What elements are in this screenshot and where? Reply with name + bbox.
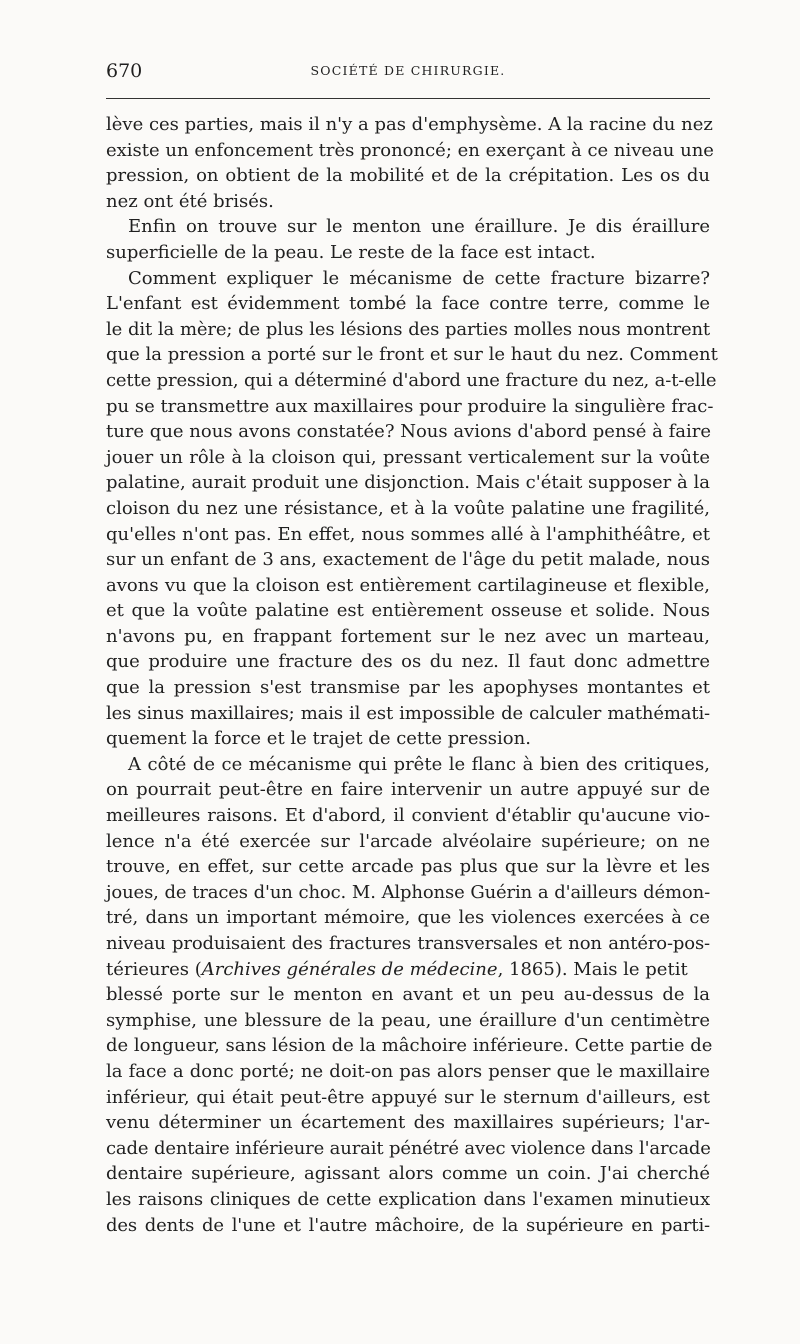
text-line: de longueur, sans lésion de la mâchoire inférieure. Cette partie de <box>106 1035 713 1057</box>
text-line: les sinus maxillaires; mais il est impossible de calculer mathémati- <box>106 702 710 724</box>
text-line: nez ont été brisés. <box>106 190 274 212</box>
text-line: joues, de traces d'un choc. M. Alphonse Guérin a d'ailleurs démon- <box>106 881 710 903</box>
text-line: inférieur, qui était peut-être appuyé sur le sternum d'ailleurs, est <box>106 1086 710 1108</box>
text-fragment: térieures ( <box>106 958 202 980</box>
text-line-with-citation <box>106 957 710 983</box>
text-fragment: , 1865). Mais le petit <box>497 958 688 980</box>
text-line: palatine, aurait produit une disjonction. Mais c'était supposer à la <box>106 472 710 494</box>
text-line: des dents de l'une et l'autre mâchoire, de la supérieure en parti- <box>106 1214 710 1236</box>
text-line: avons vu que la cloison est entièrement cartilagineuse et flexible, <box>106 574 710 596</box>
text-line: pression, on obtient de la mobilité et de la crépitation. Les os du <box>106 165 710 187</box>
text-line: le dit la mère; de plus les lésions des parties molles nous montrent <box>106 318 710 340</box>
running-title: SOCIÉTÉ DE CHIRURGIE. <box>310 63 506 78</box>
text-line: blessé porte sur le menton en avant et un peu au-dessus de la <box>106 984 710 1006</box>
text-line: L'enfant est évidemment tombé la face contre terre, comme le <box>106 293 710 315</box>
text-line: sur un enfant de 3 ans, exactement de l'âge du petit malade, nous <box>106 549 710 571</box>
text-line: symphise, une blessure de la peau, une éraillure d'un centimètre <box>106 1009 710 1031</box>
body-text <box>106 112 718 1238</box>
page-number: 670 <box>106 60 143 82</box>
text-line: trouve, en effet, sur cette arcade pas plus que sur la lèvre et les <box>106 856 710 878</box>
text-line: venu déterminer un écartement des maxillaires supérieurs; l'ar- <box>106 1112 710 1134</box>
text-line: superficielle de la peau. Le reste de la face est intact. <box>106 241 596 263</box>
text-line: que la pression a porté sur le front et sur le haut du nez. Comment <box>106 344 718 366</box>
text-line: existe un enfoncement très prononcé; en exerçant à ce niveau une <box>106 139 714 161</box>
journal-citation: Archives générales de médecine <box>201 958 498 980</box>
text-line: cade dentaire inférieure aurait pénétré avec violence dans l'arcade <box>106 1137 711 1159</box>
text-line: lence n'a été exercée sur l'arcade alvéolaire supérieure; on ne <box>106 830 710 852</box>
text-line: jouer un rôle à la cloison qui, pressant verticalement sur la voûte <box>106 446 710 468</box>
text-line: et que la voûte palatine est entièrement osseuse et solide. Nous <box>106 600 710 622</box>
text-line: qu'elles n'ont pas. En effet, nous sommes allé à l'amphithéâtre, et <box>106 523 710 545</box>
text-line: la face a donc porté; ne doit-on pas alors penser que le maxillaire <box>106 1060 710 1082</box>
text-line: dentaire supérieure, agissant alors comme un coin. J'ai cherché <box>106 1163 710 1185</box>
text-line: cloison du nez une résistance, et à la voûte palatine une fragilité, <box>106 497 710 519</box>
text-line: A côté de ce mécanisme qui prête le flanc à bien des critiques, <box>128 753 710 775</box>
text-line: on pourrait peut-être en faire intervenir un autre appuyé sur de <box>106 779 710 801</box>
text-line: n'avons pu, en frappant fortement sur le nez avec un marteau, <box>106 625 710 647</box>
text-line: pu se transmettre aux maxillaires pour produire la singulière frac- <box>106 395 714 417</box>
text-line: niveau produisaient des fractures transversales et non antéro-pos- <box>106 933 710 954</box>
text-line: les raisons cliniques de cette explication dans l'examen minutieux <box>106 1188 710 1210</box>
header-rule <box>106 98 710 99</box>
text-line: que produire une fracture des os du nez. Il faut donc admettre <box>106 651 710 673</box>
text-line: meilleures raisons. Et d'abord, il convient d'établir qu'aucune vio- <box>106 805 710 827</box>
text-line: Enfin on trouve sur le menton une éraillure. Je dis éraillure <box>128 216 710 238</box>
text-line: Comment expliquer le mécanisme de cette fracture bizarre? <box>128 267 710 289</box>
page-header <box>106 60 710 88</box>
text-line: cette pression, qui a déterminé d'abord une fracture du nez, a-t-elle <box>106 369 717 391</box>
text-line: lève ces parties, mais il n'y a pas d'emphysème. A la racine du nez <box>106 114 713 135</box>
text-line: quement la force et le trajet de cette pression. <box>106 728 531 750</box>
text-line: ture que nous avons constatée? Nous avions d'abord pensé à faire <box>106 421 712 443</box>
text-line: que la pression s'est transmise par les apophyses montantes et <box>106 677 710 699</box>
text-line: tré, dans un important mémoire, que les violences exercées à ce <box>106 907 710 929</box>
